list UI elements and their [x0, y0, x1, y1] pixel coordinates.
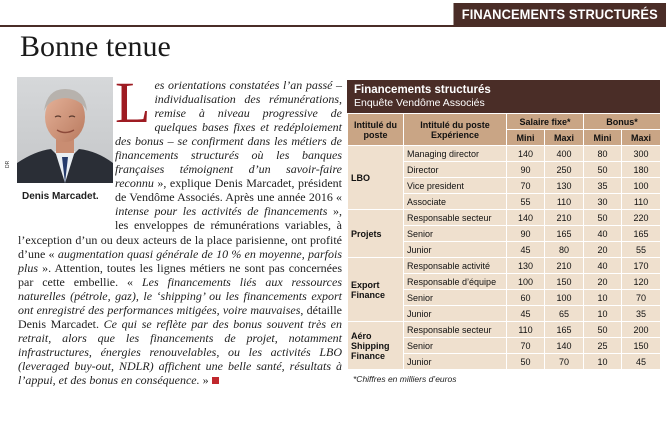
- poste-cell: Senior: [404, 338, 507, 354]
- salaire-maxi-cell: 70: [545, 354, 584, 370]
- table-header-band: [347, 80, 660, 113]
- col-header-bonus-maxi: Maxi: [622, 130, 661, 146]
- poste-cell: Responsable secteur: [404, 322, 507, 338]
- salaire-mini-cell: 110: [507, 322, 545, 338]
- poste-cell: Vice president: [404, 178, 507, 194]
- salaire-mini-cell: 140: [507, 146, 545, 162]
- poste-cell: Associate: [404, 194, 507, 210]
- table-title: Financements structurés: [354, 84, 491, 96]
- table-row: [348, 146, 661, 162]
- bonus-mini-cell: 80: [584, 146, 622, 162]
- table-subtitle: Enquête Vendôme Associés: [354, 97, 485, 109]
- category-cell: Projets: [348, 210, 404, 258]
- salaire-maxi-cell: 400: [545, 146, 584, 162]
- paragraph-segment: », les enveloppes de rémunérations variables, à l’exception d’un ou deux acteurs de la place parisienne, ont profité d’une «: [18, 204, 342, 261]
- col-header-category: Intitulé du poste: [348, 114, 404, 146]
- bonus-maxi-cell: 150: [622, 338, 661, 354]
- poste-cell: Senior: [404, 226, 507, 242]
- salaire-mini-cell: 55: [507, 194, 545, 210]
- poste-cell: Managing director: [404, 146, 507, 162]
- bonus-maxi-cell: 220: [622, 210, 661, 226]
- poste-cell: Junior: [404, 306, 507, 322]
- col-header-salaire-mini: Mini: [507, 130, 545, 146]
- article-body: [18, 70, 343, 387]
- bonus-mini-cell: 25: [584, 338, 622, 354]
- poste-cell: Junior: [404, 242, 507, 258]
- bonus-maxi-cell: 45: [622, 354, 661, 370]
- salaire-mini-cell: 140: [507, 210, 545, 226]
- salary-table-panel: [347, 80, 660, 384]
- paragraph-segment: es orientations constatées l’an passé – individualisation des rémunérations, remise à niveau progressive de quelques bases fixes et redéploiement des bonus – se confirment dans les métiers de financements structurés où les banques françaises témoignent d’un savoir-faire reconnu: [115, 78, 342, 191]
- poste-cell: Director: [404, 162, 507, 178]
- salaire-mini-cell: 45: [507, 242, 545, 258]
- poste-cell: Junior: [404, 354, 507, 370]
- salaire-mini-cell: 90: [507, 226, 545, 242]
- poste-cell: Senior: [404, 290, 507, 306]
- bonus-mini-cell: 10: [584, 306, 622, 322]
- salaire-mini-cell: 130: [507, 258, 545, 274]
- salaire-maxi-cell: 110: [545, 194, 584, 210]
- category-cell: LBO: [348, 146, 404, 210]
- col-header-salaire-maxi: Maxi: [545, 130, 584, 146]
- paragraph-segment: Ce qui se reflète par des bonus souvent très en retrait, alors que les financements de projet, notamment infrastructures, énergies renouvelables, ou les activités LBO (leveraged buy-out, NDLR) affichent une belle santé, résultats à l’appui, et des bonus en conséquence.: [18, 316, 342, 387]
- paragraph-segment: augmentation quasi générale de 10 % en moyenne, parfois plus: [18, 246, 343, 275]
- bonus-mini-cell: 20: [584, 242, 622, 258]
- col-header-bonus-mini: Mini: [584, 130, 622, 146]
- photo-credit: DR: [5, 160, 11, 168]
- bonus-mini-cell: 40: [584, 226, 622, 242]
- article-title: Bonne tenue: [20, 30, 171, 63]
- salaire-mini-cell: 50: [507, 354, 545, 370]
- salaire-mini-cell: 60: [507, 290, 545, 306]
- salaire-maxi-cell: 250: [545, 162, 584, 178]
- bonus-maxi-cell: 165: [622, 226, 661, 242]
- bonus-maxi-cell: 120: [622, 274, 661, 290]
- salaire-maxi-cell: 140: [545, 338, 584, 354]
- photo-caption: Denis Marcadet.: [22, 191, 99, 202]
- bonus-maxi-cell: 100: [622, 178, 661, 194]
- salaire-maxi-cell: 130: [545, 178, 584, 194]
- end-mark-icon: [212, 377, 219, 384]
- paragraph-segment: ». Attention, toutes les lignes métiers ne sont pas concernées par cette embellie. «: [18, 260, 342, 289]
- paragraph-segment: Les financements liés aux ressources naturelles (pétrole, gaz), le ‘shipping’ ou les financements export ont enregistré des performances mitigées, voire mauvaises: [18, 274, 342, 317]
- table-row: [348, 210, 661, 226]
- section-banner: FINANCEMENTS STRUCTURÉS: [453, 3, 666, 25]
- bonus-maxi-cell: 110: [622, 194, 661, 210]
- bonus-maxi-cell: 200: [622, 322, 661, 338]
- category-cell: Aéro Shipping Finance: [348, 322, 404, 370]
- col-header-poste: Intitulé du poste Expérience: [404, 114, 507, 146]
- bonus-maxi-cell: 180: [622, 162, 661, 178]
- paragraph-segment: »: [199, 372, 209, 387]
- salaire-maxi-cell: 80: [545, 242, 584, 258]
- salaire-maxi-cell: 210: [545, 210, 584, 226]
- col-header-salaire: Salaire fixe*: [507, 114, 584, 130]
- category-cell: Export Finance: [348, 258, 404, 322]
- bonus-mini-cell: 50: [584, 210, 622, 226]
- paragraph-segment: intense pour les activités de financements: [115, 204, 328, 219]
- salaire-mini-cell: 45: [507, 306, 545, 322]
- drop-cap: L: [115, 70, 151, 135]
- salaire-maxi-cell: 100: [545, 290, 584, 306]
- salaire-maxi-cell: 150: [545, 274, 584, 290]
- bonus-maxi-cell: 70: [622, 290, 661, 306]
- poste-cell: Responsable activité: [404, 258, 507, 274]
- salary-table: [347, 113, 661, 370]
- salaire-mini-cell: 70: [507, 338, 545, 354]
- bonus-maxi-cell: 170: [622, 258, 661, 274]
- table-footnote: *Chiffres en milliers d’euros: [353, 374, 457, 384]
- poste-cell: Responsable secteur: [404, 210, 507, 226]
- salaire-mini-cell: 70: [507, 178, 545, 194]
- salaire-mini-cell: 100: [507, 274, 545, 290]
- col-header-bonus: Bonus*: [584, 114, 661, 130]
- paragraph-segment: , détaille Denis Marcadet.: [18, 302, 342, 331]
- photo-spacer: [18, 78, 115, 229]
- table-body: [348, 146, 661, 370]
- bonus-mini-cell: 30: [584, 194, 622, 210]
- salaire-maxi-cell: 165: [545, 322, 584, 338]
- bonus-mini-cell: 50: [584, 322, 622, 338]
- bonus-mini-cell: 35: [584, 178, 622, 194]
- paragraph-segment: », explique Denis Marcadet, président de Vendôme Associés. Après une année 2016 «: [115, 176, 342, 205]
- salaire-maxi-cell: 65: [545, 306, 584, 322]
- salaire-maxi-cell: 165: [545, 226, 584, 242]
- poste-cell: Responsable d’équipe: [404, 274, 507, 290]
- salaire-maxi-cell: 210: [545, 258, 584, 274]
- bonus-mini-cell: 20: [584, 274, 622, 290]
- bonus-maxi-cell: 55: [622, 242, 661, 258]
- salaire-mini-cell: 90: [507, 162, 545, 178]
- table-row: [348, 322, 661, 338]
- table-row: [348, 258, 661, 274]
- bonus-mini-cell: 10: [584, 290, 622, 306]
- bonus-maxi-cell: 300: [622, 146, 661, 162]
- bonus-maxi-cell: 35: [622, 306, 661, 322]
- bonus-mini-cell: 40: [584, 258, 622, 274]
- bonus-mini-cell: 10: [584, 354, 622, 370]
- bonus-mini-cell: 50: [584, 162, 622, 178]
